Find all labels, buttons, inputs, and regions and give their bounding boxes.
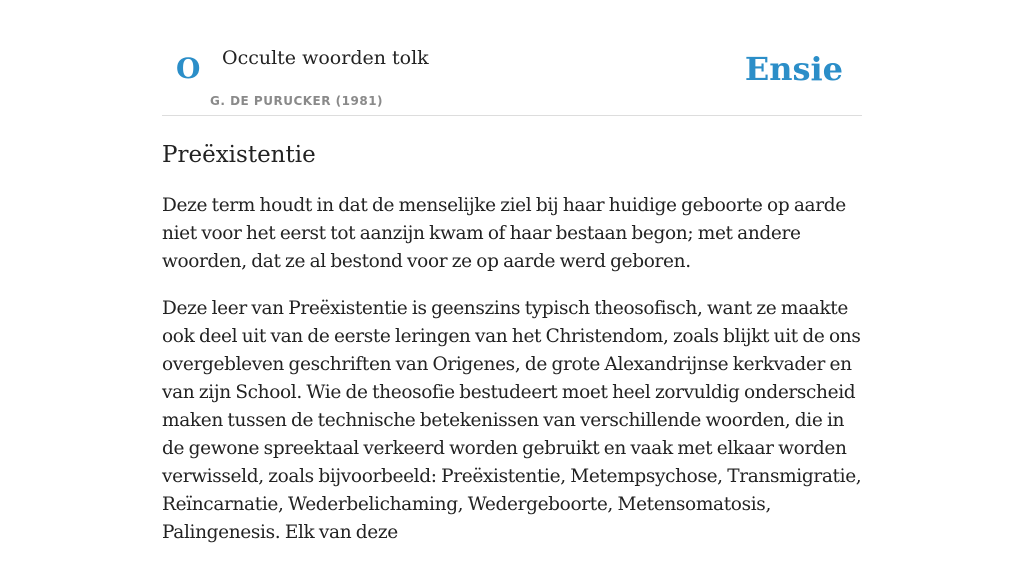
entry-title: Preëxistentie [162, 142, 316, 168]
book-title-link[interactable]: Occulte woorden tolk [222, 47, 429, 69]
page-container [162, 0, 862, 543]
book-author: G. DE PURUCKER (1981) [210, 94, 384, 108]
ensie-logo[interactable]: Ensie [744, 50, 843, 88]
entry-paragraph: Deze term houdt in dat de menselijke ziel bij haar huidige geboorte op aarde niet voor het eerst tot aanzijn kwam of haar bestaan begon; met andere woorden, dat ze al bestond voor ze op aarde werd geboren. [162, 195, 846, 272]
entry-paragraph: Deze leer van Preëxistentie is geenszins typisch theosofisch, want ze maakte ook deel uit van de eerste leringen van het Christendom, zoals blijkt uit de ons overgebleven geschriften van Origenes, de grote Alexandrijnse kerkvader en van zijn School. Wie de theosofie bestudeert moet heel zorvuldig onderscheid maken tussen de technische betekenissen van verschillende woorden, die in de gewone spreektaal verkeerd worden gebruikt en vaak met elkaar worden verwisseld, zoals bijvoorbeeld: Preëxistentie, Metempsychose, Transmigratie, Reïncarnatie, Wederbelichaming, Wedergeboorte, Metensomatosis, Palingenesis. Elk van deze [162, 298, 862, 543]
index-letter[interactable]: O [176, 52, 201, 85]
entry-body [162, 192, 862, 566]
book-header [162, 0, 862, 116]
